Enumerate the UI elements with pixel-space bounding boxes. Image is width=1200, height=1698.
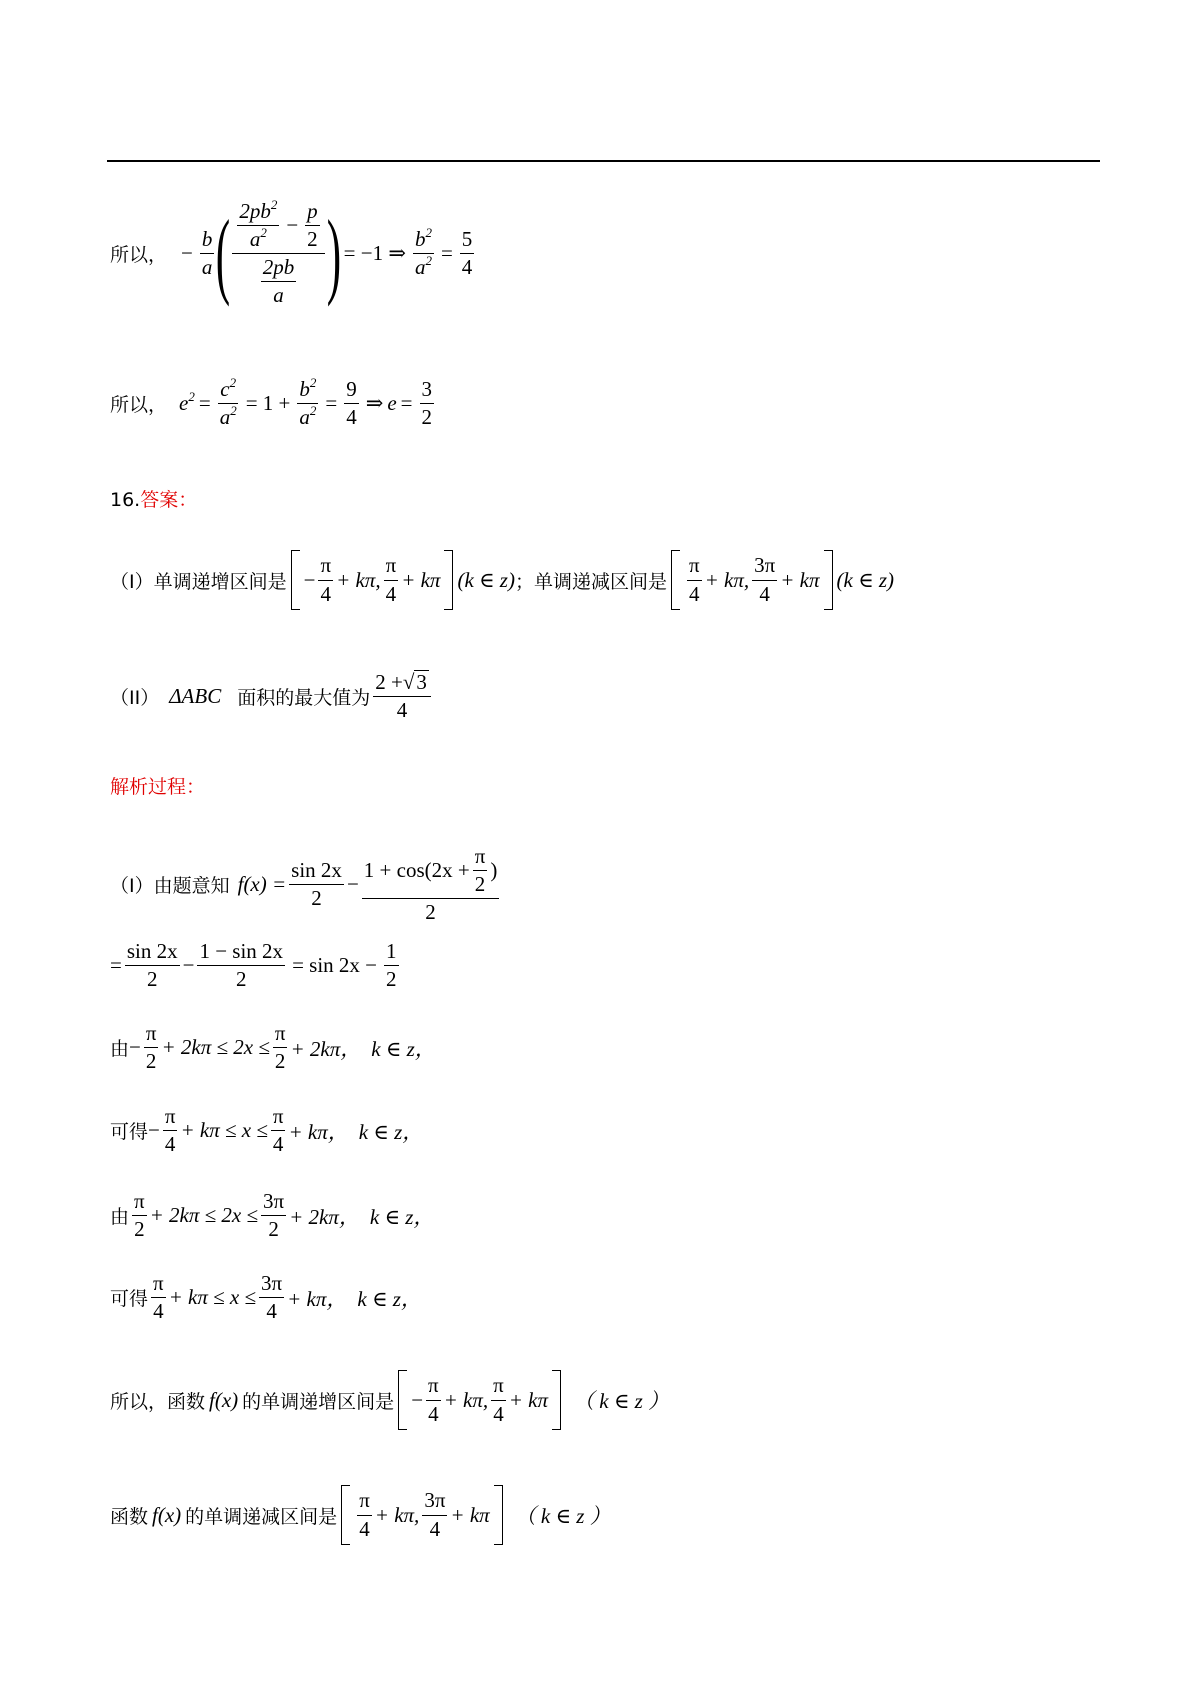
step-5: 由 $\frac{\pi}{2}$ + 2kπ ≤ 2x ≤ $\frac{3\pi}{2}$ + 2kπ， k ∈ z， <box>110 1189 435 1242</box>
step-6: 可得 $\frac{\pi}{4}$ + kπ ≤ x ≤ $\frac{3\pi}{4}$ + kπ， k ∈ z， <box>110 1271 422 1324</box>
analysis-heading: 解析过程： <box>110 776 206 798</box>
answer-part-1: （I）单调递增区间是 − $\frac{\pi}{4}$ + kπ, $\frac{\pi}{4}$ + kπ (k ∈ z) ；单调递减区间是 $\frac{\pi}{4}$ + kπ, $\frac{3\pi}{4}$ + kπ (k ∈ z) <box>110 550 894 610</box>
answer-part-2: （II） ΔABC 面积的最大值为 2 +√ 3 4 <box>110 670 434 722</box>
step-1: （I）由题意知 f(x) = $\frac{\sin 2x}{2}$ − 1 + cos(2x + $\frac{\pi}{2}$ ) 2 <box>110 844 498 925</box>
fraction-b-over-a: $\frac{b}{a}$ <box>201 227 213 280</box>
conclusion-increasing: 所以，函数 f(x) 的单调递增区间是 − $\frac{\pi}{4}$ + kπ, $\frac{\pi}{4}$ + kπ （ k ∈ z ） <box>110 1370 669 1430</box>
intro-label: 所以， <box>110 244 168 267</box>
step-4: 可得 − $\frac{\pi}{4}$ + kπ ≤ x ≤ $\frac{\pi}{4}$ + kπ， k ∈ z， <box>110 1104 424 1157</box>
conclusion-decreasing: 函数 f(x) 的单调递减区间是 $\frac{\pi}{4}$ + kπ, $\frac{3\pi}{4}$ + kπ （ k ∈ z ） <box>110 1485 611 1545</box>
step-3: 由 − $\frac{\pi}{2}$ + 2kπ ≤ 2x ≤ $\frac{\pi}{2}$ + 2kπ， k ∈ z， <box>110 1021 436 1074</box>
step-2: = $\frac{\sin 2x}{2}$ − $\frac{1 - \sin 2x}{2}$ = sin 2x − $\frac{1}{2}$ <box>110 939 397 992</box>
answer-heading: 16.答案： <box>110 489 198 511</box>
equation-eccentricity-ratio: 所以， − $\frac{b}{a}$ ( $\frac{2pb^2}{a^2}$ − $\frac{p}{2}$ $\frac{2pb}{a}$ ) = −1 ⇒ $\frac{b^2}{a^2}$ = $\frac{5}{4}$ <box>110 197 473 308</box>
equation-eccentricity: 所以， $e^2$ = $\frac{c^2}{a^2}$ = 1 + $\frac{b^2}{a^2}$ = $\frac{9}{4}$ ⇒ e = $\frac{3}{2}$ <box>110 375 432 430</box>
header-rule <box>107 160 1100 162</box>
complex-fraction: $\frac{2pb^2}{a^2}$ − $\frac{p}{2}$ $\frac{2pb}{a}$ <box>232 200 324 307</box>
